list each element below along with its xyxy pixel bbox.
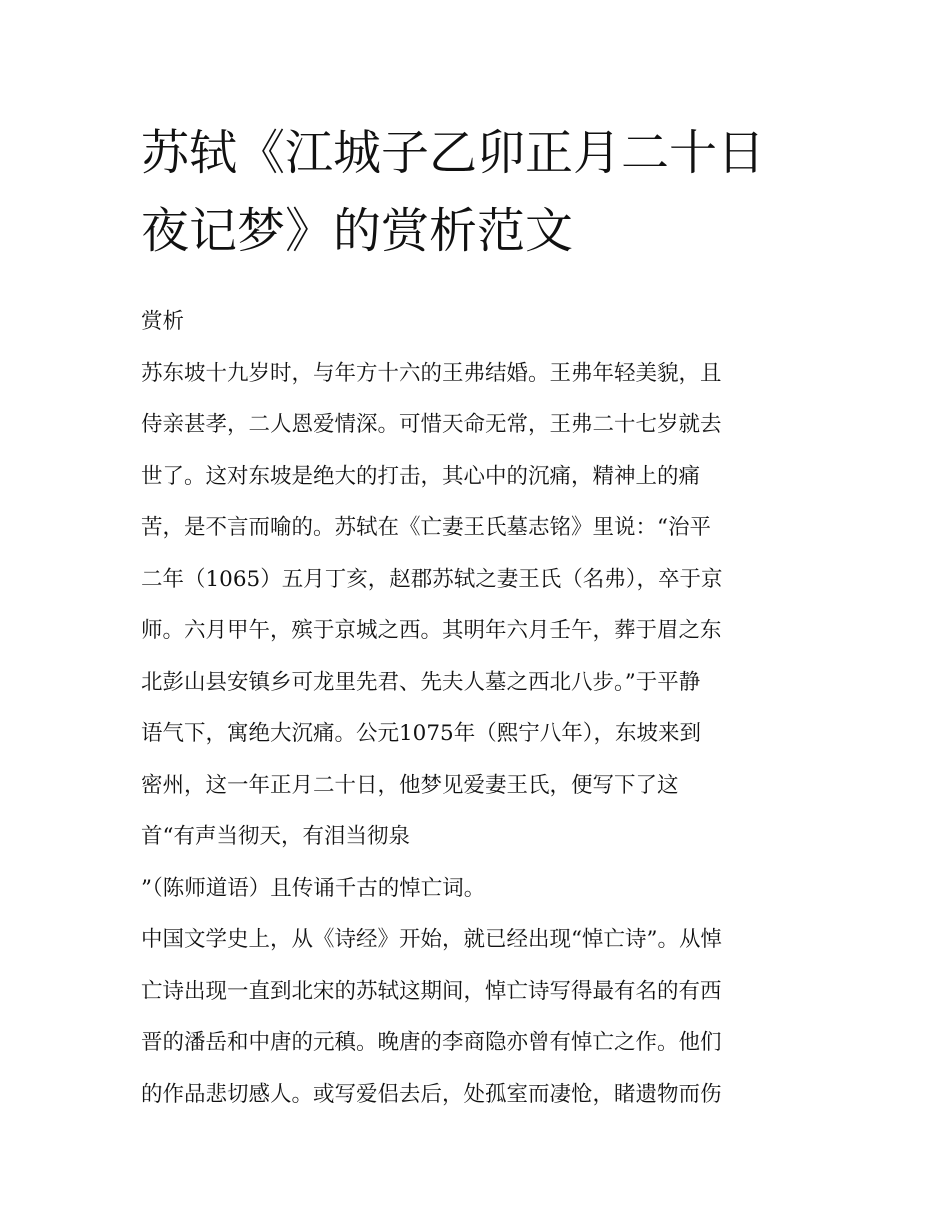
paragraph-1 — [141, 348, 813, 915]
text-line: 世了。这对东坡是绝大的打击，其心中的沉痛，精神上的痛 — [141, 463, 701, 489]
text-line: 亡诗出现一直到北宋的苏轼这期间，悼亡诗写得最有名的有西 — [141, 978, 722, 1004]
text-line: 语气下，寓绝大沉痛。公元1075年（熙宁八年），东坡来到 — [141, 721, 701, 746]
title-line: 夜记梦》的赏析范文 — [141, 203, 574, 259]
title-line: 苏轼《江城子乙卯正月二十日 — [141, 125, 766, 181]
paragraph-2 — [141, 914, 813, 1120]
document-body — [141, 114, 813, 1120]
text-line: 侍亲甚孝，二人恩爱情深。可惜天命无常，王弗二十七岁就去 — [141, 412, 722, 437]
text-line: ”（陈师道语）且传诵千古的悼亡词。 — [141, 875, 486, 901]
text-line: 密州，这一年正月二十日，他梦见爱妻王氏，便写下了这 — [141, 772, 679, 798]
text-line: 苦，是不言而喻的。苏轼在《亡妻王氏墓志铭》里说：“治平 — [141, 515, 711, 540]
text-line: 苏东坡十九岁时，与年方十六的王弗结婚。王弗年轻美貌，且 — [141, 360, 722, 386]
text-line: 中国文学史上，从《诗经》开始，就已经出现“悼亡诗”。从悼 — [141, 927, 722, 952]
text-line: 首“有声当彻天，有泪当彻泉 — [141, 824, 410, 849]
section-label: 赏析 — [141, 309, 185, 334]
text-line: 二年（1065）五月丁亥，赵郡苏轼之妻王氏（名弗），卒于京 — [141, 566, 723, 592]
text-line: 晋的潘岳和中唐的元稹。晚唐的李商隐亦曾有悼亡之作。他们 — [141, 1030, 722, 1055]
text-line: 的作品悲切感人。或写爱侣去后，处孤室而凄怆，睹遗物而伤 — [141, 1081, 722, 1107]
document-title — [141, 114, 813, 270]
text-line: 师。六月甲午，殡于京城之西。其明年六月壬午，葬于眉之东 — [141, 618, 722, 643]
text-line: 北彭山县安镇乡可龙里先君、先夫人墓之西北八步。”于平静 — [141, 669, 701, 695]
